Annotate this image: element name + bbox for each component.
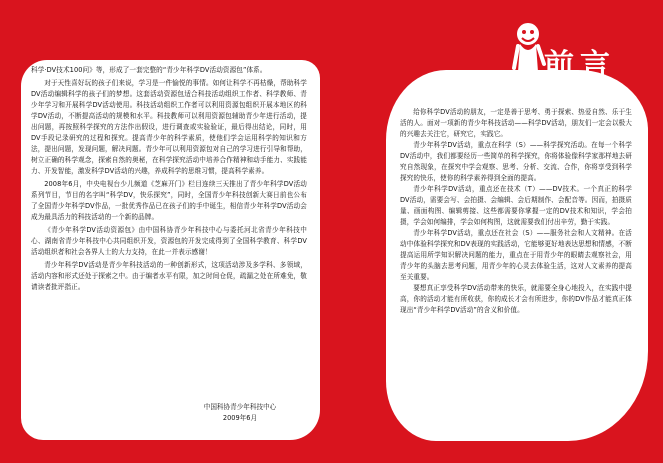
paragraph: 2008年6月，中央电视台少儿频道《芝麻开门》栏目连续三天推出了青少年科学DV活动系列节目，节目的名字叫“科学DV，快乐探究”，同时，全国青少年科技创新大赛日前也公布了全国青少年科学DV作品，一批优秀作品已在孩子们的手中诞生，相信青少年科学DV活动会成为最具活力的科技活动的一个新的品牌。 [31, 180, 307, 221]
paragraph: 青少年科学DV活动，重点还在技术（T）——DV技术。一个真正的科学DV活动，需要会写、会拍摄、会编辑、会后期制作、会配音等。因而，拍摄质量、画面构图、编辑剪接、这些都需要你掌握一定的DV技术和知识，学会拍摄，学会如何编排，学会如何构图，这就需要我们付出辛劳，勤于实践。 [400, 185, 632, 226]
page-title: 前言 [544, 48, 616, 83]
paragraph: 对于天性喜好玩的孩子们来说，学习是一件愉悦的事情。如何让科学不再枯燥，帮助科学DV活动编辑科学的孩子们的梦想。这套活动资源包适合科技活动组织工作者、科学教师、青少年学习和开展科学DV活动使用。科技活动组织工作者可以利用资源包组织开展本地区的科学DV活动，不断提高活动的规模和水平。科技教师可以利用资源包辅助青少年进行活动，提出问题，再按照科学探究的方法作出假设，进行调查或实验验证，最后得出结论，同时，用DV手段记录研究的过程和探究。提高青少年的科学素质，使他们学会运用科学的知识和方法，提出问题，发现问题，解决问题。青少年可以利用资源包对自己的学习进行引导和帮助，树立正确的科学观念，探索自然的奥秘，在科学探究活动中培养合作精神和动手能力、实践能力、开发智能，激发科学DV活动的兴趣，养成科学的思维习惯，提高科学素养。 [31, 79, 307, 175]
paragraph: 给你科学DV活动的朋友，一定是善于思考、勇于探索、热爱自然、乐于生活的人。面对一项新的青少年科技活动——科学DV活动，朋友们一定会以极大的兴趣去关注它，研究它，实践它。 [400, 108, 632, 138]
signature [190, 402, 290, 424]
left-page-text [31, 65, 307, 293]
signature-org: 中国科协青少年科技中心 [203, 403, 277, 411]
paragraph: 青少年科学DV活动，重点还在社会（S）——服务社会和人文精神。在活动中体验科学探究和DV表现的实践活动，它能够更好地表达思想和情感，不断提高运用所学知识解决问题的能力，重点在于用青少年的眼睛去观察社会，用青少年的头脑去思考问题，用青少年的心灵去体验生活，这对人文素养的提高至关重要。 [400, 229, 632, 281]
paragraph: 科学·DV技术100问》等，形成了一套完整的“青少年科学DV活动资源包”体系。 [31, 66, 267, 74]
paragraph: 要想真正享受科学DV活动带来的快乐，就需要全身心地投入，在实践中提高，你的活动才能有所收获，你的成长才会有所进步，你的DV作品才能真正体现出“青少年科学DV活动”的含义和价值。 [400, 284, 632, 314]
signature-date: 2009年6月 [222, 414, 258, 422]
title-area [500, 14, 650, 84]
paragraph: 青少年科学DV活动是青少年科技活动的一种创新形式，这项活动涉及多学科、多领域，活动内容和形式还处于探索之中。由于编者水平有限，加之时间仓促，疏漏之处在所难免，敬请读者批评指正。 [31, 261, 307, 291]
right-page-text [400, 107, 632, 316]
paragraph: 青少年科学DV活动，重点在科学（S）——科学探究活动。在每一个科学DV活动中，我们都要经历一些简单的科学探究，你将体验像科学家那样地去研究自然现象，在探究中学会观察、思考、分析、交流、合作，你将享受到科学探究的快乐，使你的科学素养得到全面的提高。 [400, 141, 632, 182]
paragraph: 《青少年科学DV活动资源包》由中国科协青少年科技中心与委托河北省青少年科技中心、湖南省青少年科技中心共同组织开发，资源包的开发完成得到了全国科学教育、科学DV活动组织者和社会各界人士的大力支持，在此一并表示感谢！ [31, 226, 307, 256]
